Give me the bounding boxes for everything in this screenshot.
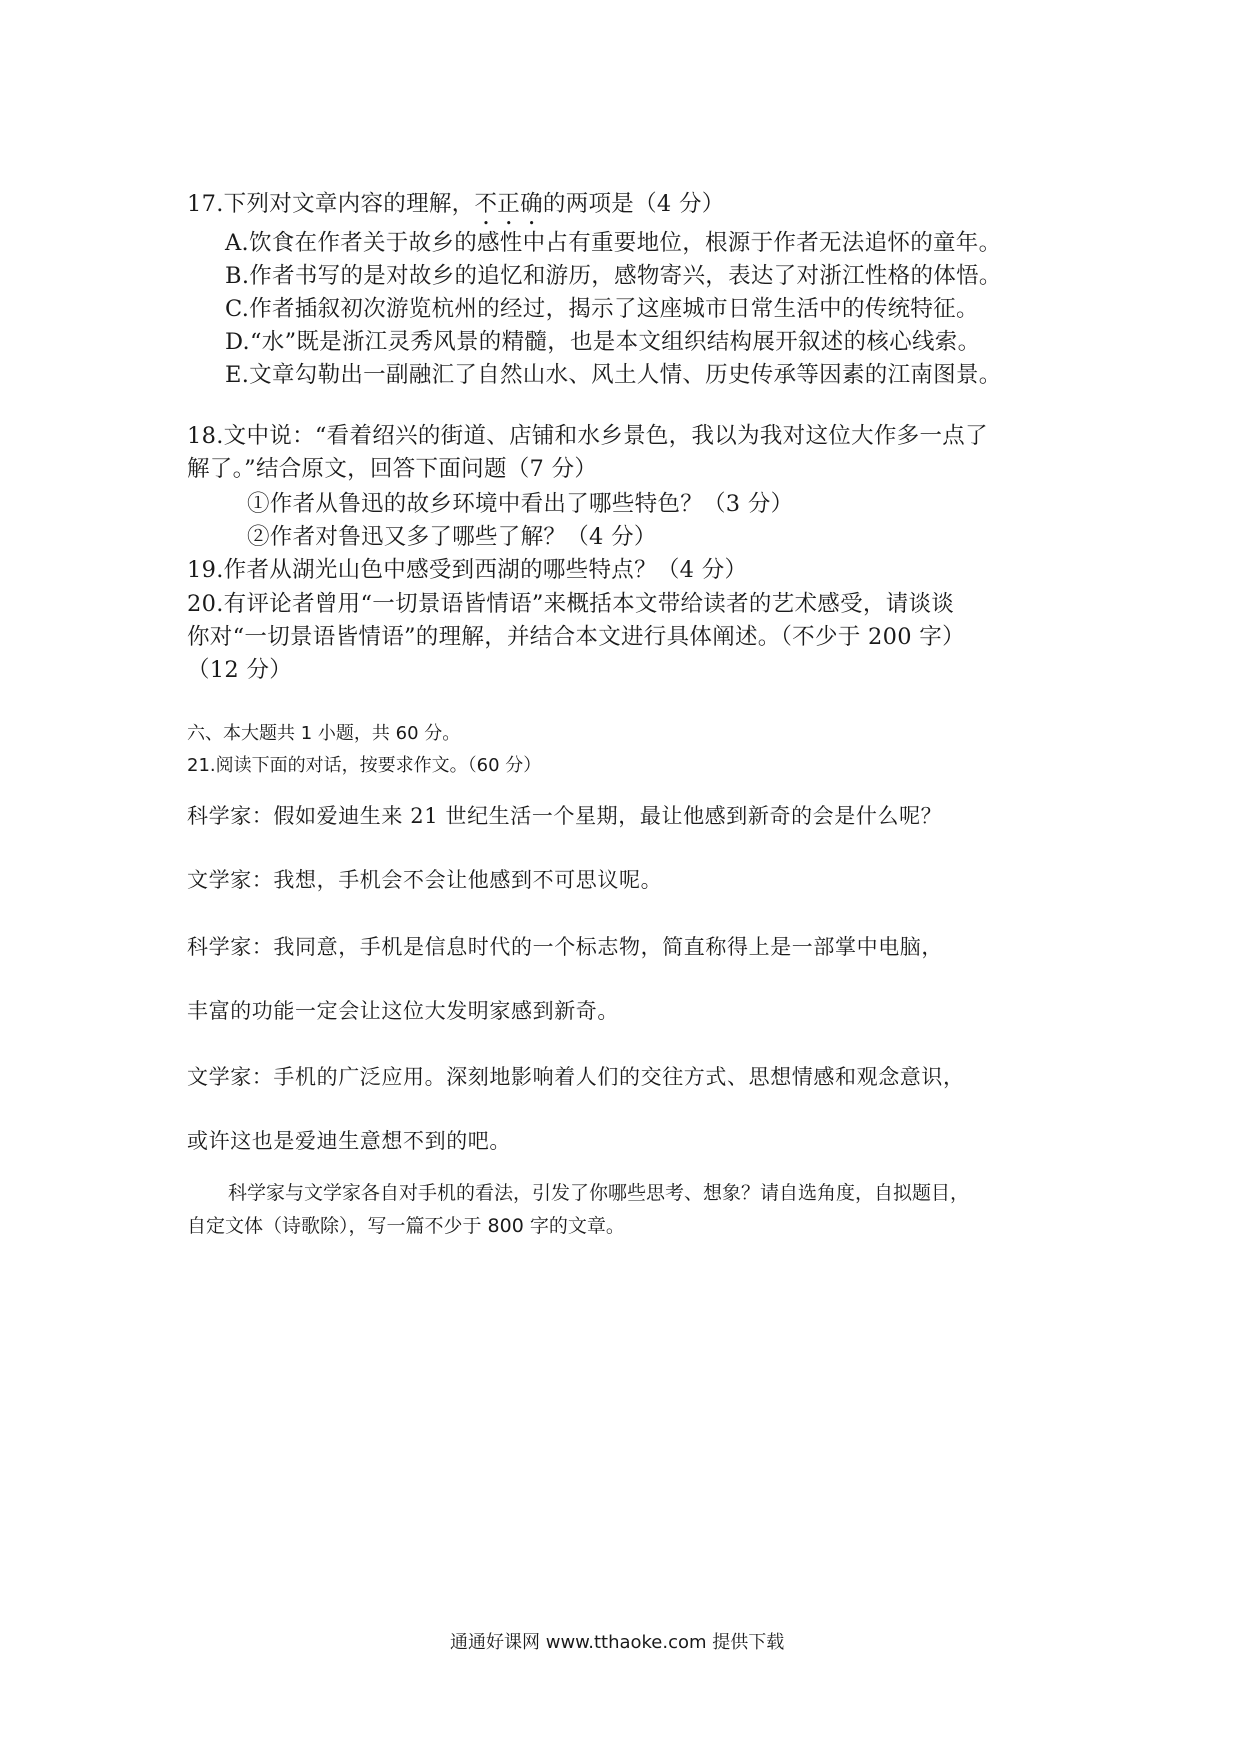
dialogue-line-1: 科学家：假如爱迪生来 21 世纪生活一个星期，最让他感到新奇的会是什么呢？ — [187, 804, 943, 828]
q18-sub-1: ①作者从鲁迅的故乡环境中看出了哪些特色？（3 分） — [247, 491, 794, 517]
q17-option-c: C.作者插叙初次游览杭州的经过，揭示了这座城市日常生活中的传统特征。 — [225, 296, 979, 322]
dialogue-line-5: 文学家：手机的广泛应用。深刻地影响着人们的交往方式、思想情感和观念意识， — [187, 1065, 965, 1089]
q17-option-e: E.文章勾勒出一副融汇了自然山水、风土人情、历史传承等因素的江南图景。 — [225, 362, 1002, 388]
section-6-heading: 六、本大题共 1 小题，共 60 分。 — [187, 723, 461, 744]
q17-stem-pre: 17.下列对文章内容的理解， — [187, 191, 475, 217]
q18-line-2: 解了。”结合原文，回答下面问题（7 分） — [187, 456, 598, 482]
dialogue-line-6: 或许这也是爱迪生意想不到的吧。 — [187, 1129, 511, 1153]
q17-option-a: A.饮食在作者关于故乡的感性中占有重要地位，根源于作者无法追怀的童年。 — [225, 230, 1002, 256]
q17-stem-emphasis: 不正确 — [474, 191, 543, 217]
q19-stem: 19.作者从湖光山色中感受到西湖的哪些特点？（4 分） — [187, 557, 748, 583]
q20-line-2: 你对“一切景语皆情语”的理解，并结合本文进行具体阐述。（不少于 200 字） — [187, 624, 965, 650]
q20-line-1: 20.有评论者曾用“一切景语皆情语”来概括本文带给读者的艺术感受，请谈谈 — [187, 591, 955, 617]
footer-source: 通通好课网 www.tthaoke.com 提供下载 — [450, 1632, 785, 1653]
dialogue-line-2: 文学家：我想，手机会不会让他感到不可思议呢。 — [187, 868, 663, 892]
q20-line-3: （12 分） — [187, 657, 293, 683]
dialogue-line-3: 科学家：我同意，手机是信息时代的一个标志物，简直称得上是一部掌中电脑， — [187, 935, 943, 959]
q18-sub-2: ②作者对鲁迅又多了哪些了解？（4 分） — [247, 524, 657, 550]
dialogue-line-4: 丰富的功能一定会让这位大发明家感到新奇。 — [187, 999, 619, 1023]
essay-prompt-line-1: 科学家与文学家各自对手机的看法，引发了你哪些思考、想象？请自选角度，自拟题目， — [228, 1182, 970, 1204]
essay-prompt-line-2: 自定文体（诗歌除），写一篇不少于 800 字的文章。 — [187, 1215, 625, 1237]
q17-stem — [187, 186, 725, 230]
q18-line-1: 18.文中说：“看着绍兴的街道、店铺和水乡景色，我以为我对这位大作多一点了 — [187, 423, 988, 449]
q21-stem: 21.阅读下面的对话，按要求作文。（60 分） — [187, 755, 542, 776]
q17-option-b: B.作者书写的是对故乡的追忆和游历，感物寄兴，表达了对浙江性格的体悟。 — [225, 263, 1002, 289]
q17-option-d: D.“水”既是浙江灵秀风景的精髓，也是本文组织结构展开叙述的核心线索。 — [225, 329, 981, 355]
q17-stem-post: 的两项是（4 分） — [542, 191, 725, 217]
